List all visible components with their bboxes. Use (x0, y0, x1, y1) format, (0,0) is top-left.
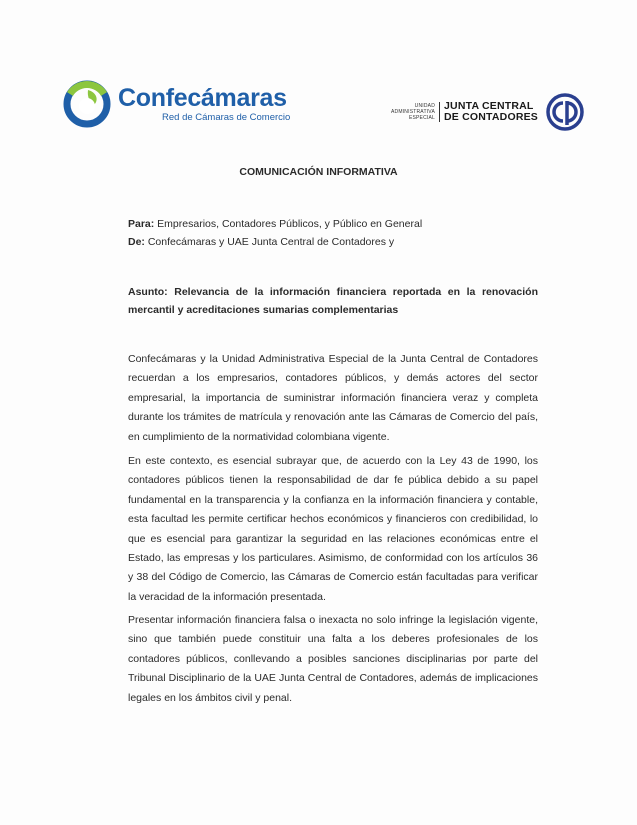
confecamaras-logo (62, 80, 290, 128)
de-line (128, 236, 394, 248)
logo-divider (439, 102, 440, 122)
body-paragraph-1: Confecámaras y la Unidad Administrativa Especial de la Junta Central de Contadores recuerdan a los empresarios, contadores públicos, y demás actores del sector empresarial, la importancia de suministrar información financiera veraz y completa durante los trámites de matrícula y renovación ante las Cámaras de Comercio del país, en cumplimiento de la normatividad colombiana vigente. (128, 353, 538, 443)
jcc-line-1: JUNTA CENTRAL (444, 100, 534, 112)
junta-central-logo (391, 92, 585, 132)
de-value: Confecámaras y UAE Junta Central de Contadores y (144, 236, 395, 248)
brand-name: Confecámaras (118, 84, 287, 112)
jcc-line-2: DE CONTADORES (444, 111, 539, 123)
document-title: COMUNICACIÓN INFORMATIVA (239, 166, 398, 178)
confecamaras-emblem-icon (62, 80, 112, 128)
para-label: Para: (128, 218, 155, 230)
junta-central-emblem-icon (545, 92, 585, 132)
uae-small-label (391, 103, 435, 121)
para-value: Empresarios, Contadores Públicos, y Público en General (154, 218, 423, 230)
de-label: De: (128, 236, 145, 248)
uae-line-2: ADMINISTRATIVA (391, 109, 436, 115)
brand-subtitle: Red de Cámaras de Comercio (162, 112, 291, 123)
body-paragraph-3: Presentar información financiera falsa o inexacta no solo infringe la legislación vigente, sino que también puede constituir una falta a los deberes profesionales de los contadores públicos, conllevando a posibles sanciones disciplinarias por parte del Tribunal Disciplinario de la UAE Junta Central de Contadores, además de implicaciones legales en los ámbitos civil y penal. (128, 614, 538, 704)
asunto-subject: Asunto: Relevancia de la información financiera reportada en la renovación mercantil y acreditaciones sumarias complementarias (128, 286, 538, 316)
uae-line-3: ESPECIAL (408, 115, 436, 121)
uae-line-1: UNIDAD (414, 103, 436, 109)
junta-central-name (444, 101, 538, 123)
body-paragraph-2: En este contexto, es esencial subrayar que, de acuerdo con la Ley 43 de 1990, los contadores públicos tienen la responsabilidad de dar fe pública debido a su papel fundamental en la transparencia y la confianza en la información financiera y contable, esta facultad les permite certificar hechos económicos y financieros con credibilidad, lo que es esencial para garantizar la seguridad en las relaciones económicas entre el Estado, las empresas y los particulares. Asimismo, de conformidad con los artículos 36 y 38 del Código de Comercio, las Cámaras de Comercio están facultadas para verificar la veracidad de la información presentada. (128, 455, 538, 603)
para-line (128, 218, 422, 230)
